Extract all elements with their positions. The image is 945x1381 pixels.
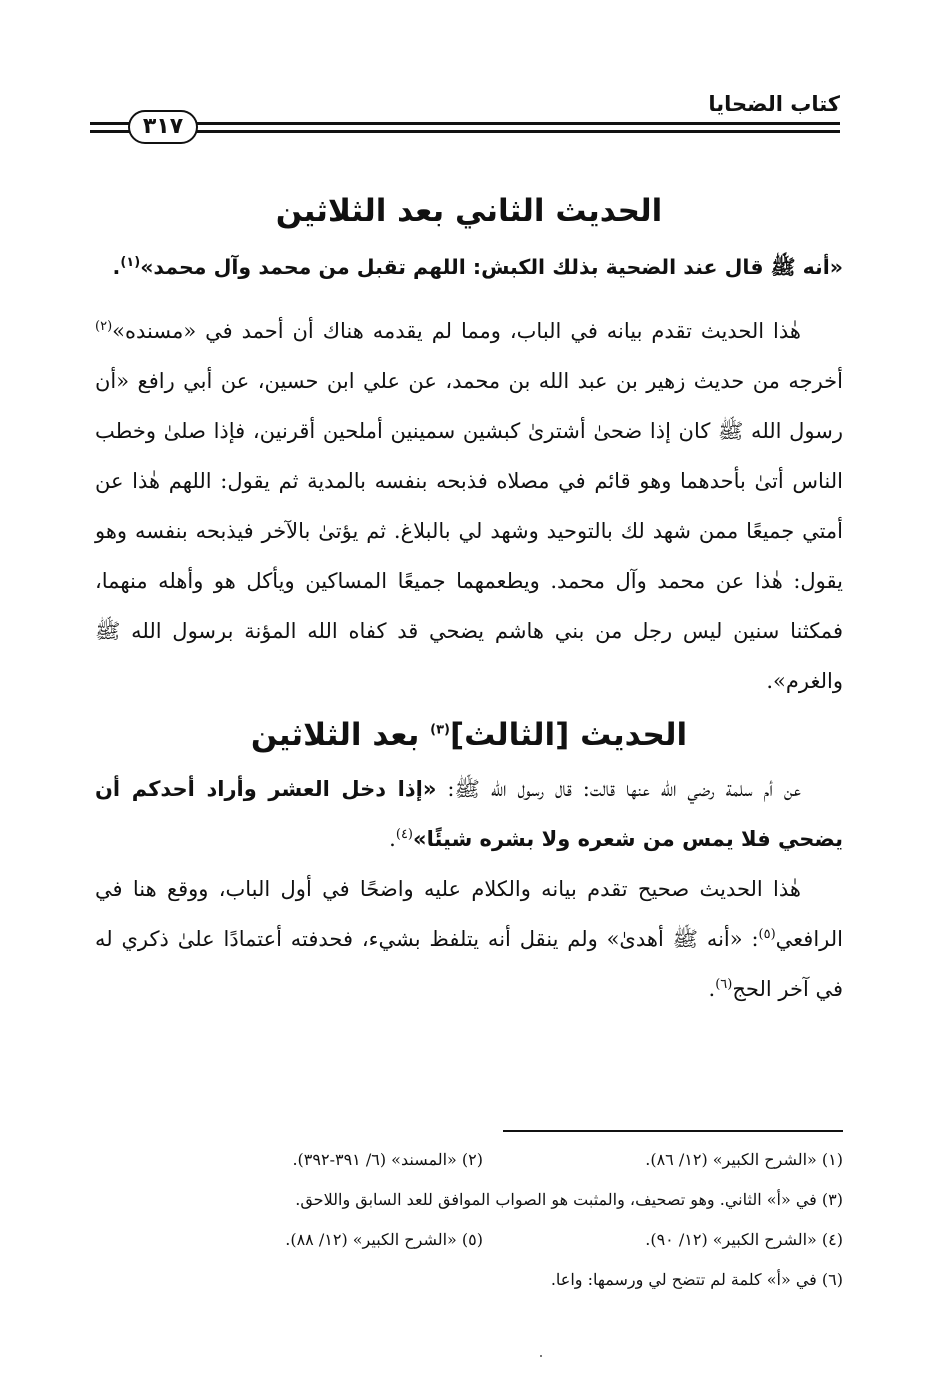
footnote-6: (٦) في «أ» كلمة لم تتضح لي ورسمها: واعا. [550,1270,843,1289]
footnote-4: (٤) «الشرح الكبير» (١٢/ ٩٠). [645,1230,843,1249]
footnote-ref-5: (٥) [758,927,776,942]
footnote-row [95,1180,843,1220]
footnote-separator [503,1130,843,1132]
hadith-paragraph-33 [95,764,843,864]
header-rule-top [194,122,840,125]
print-speck [540,1355,542,1357]
footnote-ref-2: (٢) [95,319,113,334]
section-heading-hadith-32: الحديث الثاني بعد الثلاثين [275,193,663,229]
footnote-2: (٢) «المسند» (٦/ ٣٩١-٣٩٢). [292,1150,483,1169]
footnote-1: (١) «الشرح الكبير» (١٢/ ٨٦). [645,1150,843,1169]
commentary-text-part1: هٰذا الحديث تقدم بيانه في الباب، ومما لم يقدمه هناك أن أحمد في «مسنده» [112,319,801,343]
commentary-paragraph-33 [95,864,843,1014]
hadith-33-quote: «إذا دخل العشر وأراد أحدكم أن يضحي فلا يمس من شعره ولا بشره شيئًا» [95,777,843,851]
footnote-3: (٣) في «أ» الثاني. وهو تصحيف، والمثبت هو الصواب الموافق للعد السابق واللاحق. [295,1190,843,1209]
footnote-row [95,1140,843,1180]
footnote-ref-1: (١) [120,255,141,271]
commentary-33-end: . [708,977,716,1001]
footnote-ref-3: (٣) [430,722,450,738]
commentary-paragraph-32 [95,306,843,706]
running-header [90,88,840,150]
section-heading-hadith-33 [95,706,843,764]
heading-33-part1: الحديث [الثالث] [450,717,688,753]
header-rule-bottom [90,130,840,133]
commentary-text-part2: أخرجه من حديث زهير بن عبد الله بن محمد، عن علي ابن حسين، عن أبي رافع «أن رسول الله ﷺ كان إذا ضحىٰ أشترىٰ كبشين سمينين أملحين أقرنين، فإذا صلىٰ وخطب الناس أتىٰ بأحدهما وهو قائم في مصلاه فذبحه بنفسه بالمدية ثم يقول: اللهم هٰذا عن أمتي جميعًا ممن شهد لك بالتوحيد وشهد لي بالبلاغ. ثم يؤتىٰ بالآخر فيذبحه بنفسه وهو يقول: هٰذا عن محمد وآل محمد. ويطعمهما جميعًا المساكين ويأكل هو وأهله منهما، فمكثنا سنين ليس رجل من بني هاشم يضحي قد كفاه الله المؤنة برسول الله ﷺ والغرم». [95,369,843,693]
book-title: كتاب الضحايا [708,92,840,116]
footnote-5: (٥) «الشرح الكبير» (١٢/ ٨٨). [285,1230,483,1249]
footnote-row [95,1260,843,1300]
footnote-row [95,1220,843,1260]
commentary-33-part1: هٰذا الحديث صحيح تقدم بيانه والكلام عليه واضحًا في أول الباب، ووقع هنا في الرافعي [95,877,843,951]
footnote-ref-4: (٤) [395,827,413,842]
hadith-33-end: . [389,827,396,851]
commentary-33-part2: : «أنه ﷺ أهدىٰ» ولم ينقل أنه يتلفظ بشيء، فحدفته أعتمادًا علىٰ ذكري له في آخر الحج [95,927,843,1001]
main-content [95,182,843,1014]
header-rule-left [90,122,130,125]
page-number: ٣١٧ [128,110,198,144]
footnotes [95,1140,843,1300]
heading-33-part2: بعد الثلاثين [250,717,431,753]
footnote-ref-6: (٦) [715,977,733,992]
hadith-33-intro: عن أم سلمة رضي الله عنها قالت: قال رسول الله ﷺ: [436,777,802,801]
hadith-quote-32 [95,240,843,294]
hadith-quote-text: «أنه ﷺ قال عند الضحية بذلك الكبش: اللهم تقبل من محمد وآل محمد» [140,255,843,279]
quote-end: . [112,255,121,279]
